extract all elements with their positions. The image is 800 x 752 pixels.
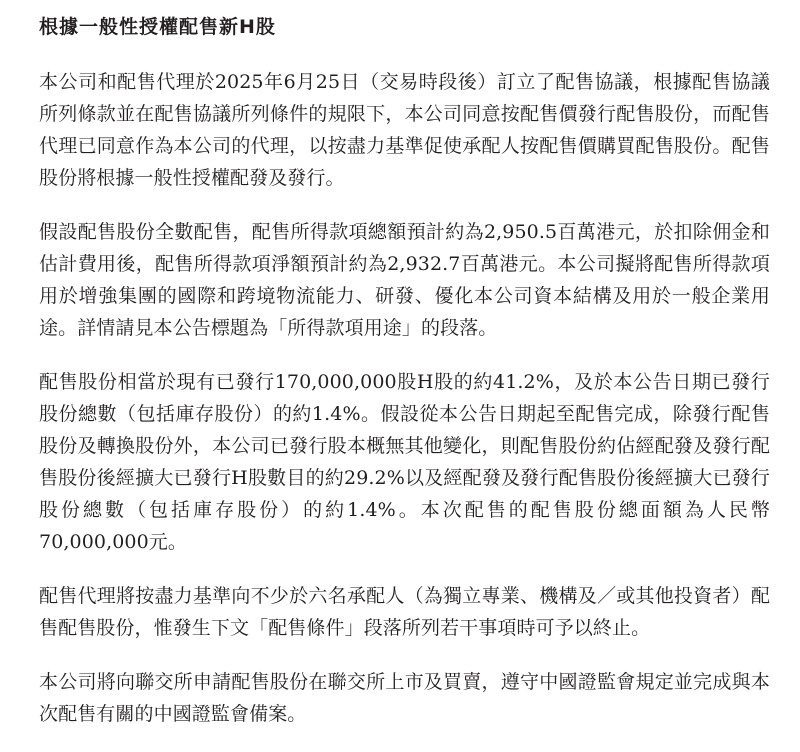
paragraph-placing-agreement: 本公司和配售代理於2025年6月25日（交易時段後）訂立了配售協議，根據配售協議所列條款並在配售協議所列條件的規限下，本公司同意按配售價發行配售股份，而配售代理已同意作為本公司的代理，以按盡力基準促使承配人按配售價購買配售股份。配售股份將根據一般性授權配發及發行。 [39, 71, 770, 189]
paragraph-placees: 配售代理將按盡力基準向不少於六名承配人（為獨立專業、機構及／或其他投資者）配售配售股份，惟發生下文「配售條件」段落所列若干事項時可予以終止。 [39, 585, 770, 639]
announcement-page [39, 14, 770, 752]
paragraph-placing-shares: 配售股份相當於現有已發行170,000,000股H股的約41.2%，及於本公告日期已發行股份總數（包括庫存股份）的約1.4%。假設從本公告日期起至配售完成，除發行配售股份及轉換股份外，本公司已發行股本概無其他變化，則配售股份約佔經配發及發行配售股份後經擴大已發行H股數目的約29.2%以及經配發及發行配售股份後經擴大已發行股份總數（包括庫存股份）的約1.4%。本次配售的配售股份總面額為人民幣70,000,000元。 [39, 371, 770, 553]
paragraph-proceeds: 假設配售股份全數配售，配售所得款項總額預計約為2,950.5百萬港元，於扣除佣金和估計費用後，配售所得款項淨額預計約為2,932.7百萬港元。本公司擬將配售所得款項用於增強集團的國際和跨境物流能力、研發、優化本公司資本結構及用於一般企業用途。詳情請見本公告標題為「所得款項用途」的段落。 [39, 221, 770, 339]
section-heading: 根據一般性授權配售新H股 [39, 16, 276, 38]
paragraph-listing-application: 本公司將向聯交所申請配售股份在聯交所上市及買賣，遵守中國證監會規定並完成與本次配售有關的中國證監會備案。 [39, 671, 770, 725]
